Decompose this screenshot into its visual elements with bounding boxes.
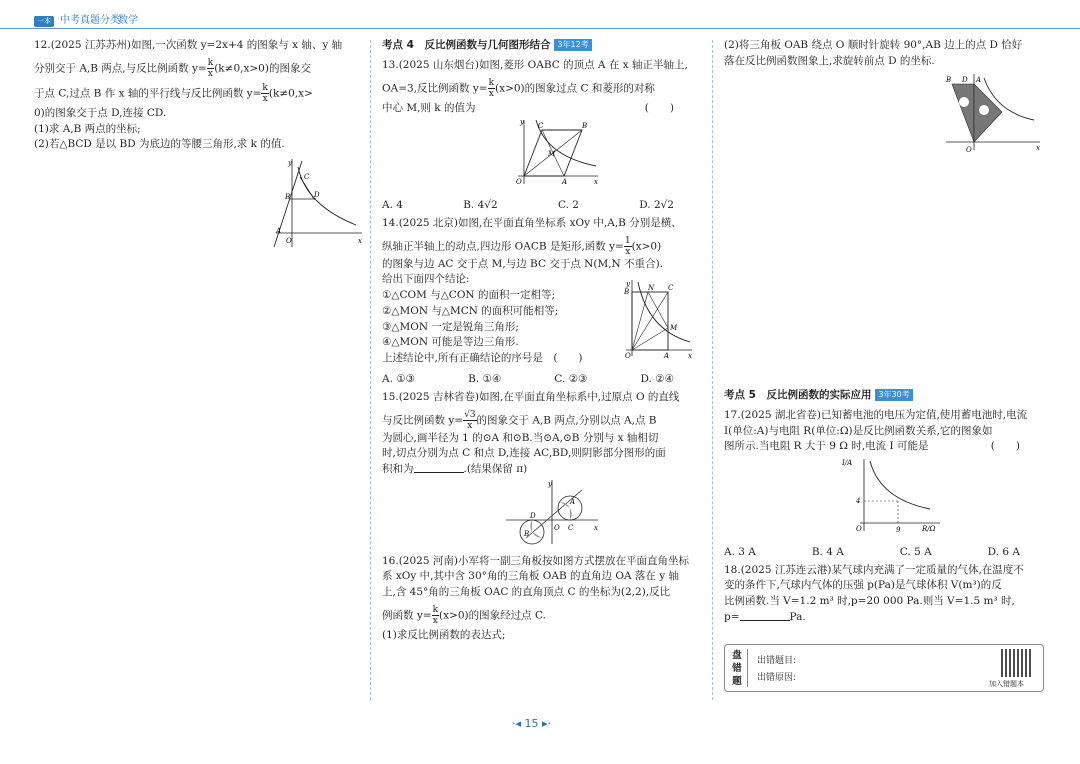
question-12 — [34, 38, 364, 256]
q13-figure — [512, 116, 602, 188]
page-header — [0, 0, 1080, 30]
q14-conclusion-2: ②△MON 与△MCN 的面积可能相等; — [382, 304, 559, 317]
error-review-box — [724, 644, 1044, 692]
q14-option-c[interactable]: C. ②③ — [554, 373, 588, 385]
question-16-continued — [724, 38, 1050, 157]
error-review-tag: 盘错题 — [732, 650, 742, 687]
svg-text:I/A: I/A — [842, 459, 853, 467]
q18-line: 变的条件下,气球内气体的压强 p(Pa)是气球体积 V(m³)的反 — [724, 579, 1002, 592]
svg-text:A: A — [562, 178, 568, 187]
svg-text:O: O — [856, 525, 862, 533]
logo: 一本 — [34, 16, 54, 27]
svg-text:O: O — [966, 145, 972, 152]
q15-answer-blank[interactable] — [414, 463, 464, 473]
q17-option-b[interactable]: B. 4 A — [811, 545, 844, 558]
svg-text:A: A — [664, 352, 670, 358]
error-review-divider — [747, 649, 748, 687]
q14-line: 14.(2025 北京)如图,在平面直角坐标系 xOy 中,A,B 分别是横、 — [382, 216, 682, 229]
q18-line: 18.(2025 江苏连云港)某气球内充满了一定质量的气体,在温度不 — [724, 563, 1024, 576]
q12-line: 于点 C,过点 B 作 x 轴的平行线与反比例函数 y= $\frac{k}{x}$ (k≠0,x> — [34, 82, 313, 104]
svg-text:y: y — [626, 280, 630, 288]
q12-line: 0)的图象交于点 D,连接 CD. — [34, 106, 167, 119]
q17-option-c[interactable]: C. 5 A — [899, 545, 932, 558]
section-5-badge: 3年30考 — [875, 389, 912, 401]
q15-line: 15.(2025 吉林省卷)如图,在平面直角坐标系中,过原点 O 的直线 — [382, 390, 680, 403]
column-left — [34, 38, 364, 256]
svg-text:D: D — [962, 75, 968, 84]
q14-figure — [622, 278, 694, 358]
svg-text:A: A — [276, 227, 282, 235]
question-16 — [382, 554, 704, 644]
q12-part-2: (2)若△BCD 是以 BD 为底边的等腰三角形,求 k 的值. — [34, 138, 285, 151]
column-divider — [370, 40, 371, 700]
q13-options — [382, 198, 704, 214]
error-reason-label: 出错原因: — [757, 673, 797, 683]
svg-text:y: y — [288, 159, 292, 167]
column-right — [724, 38, 1050, 623]
q18-answer-blank[interactable] — [740, 611, 790, 621]
svg-text:A: A — [976, 75, 982, 84]
q17-line: I(单位:A)与电阻 R(单位:Ω)是反比例函数关系,它的图象如 — [724, 424, 993, 437]
q14-line: 给出下面四个结论: — [382, 273, 470, 286]
q13-option-c[interactable]: C. 2 — [557, 199, 579, 211]
q14-option-a[interactable]: A. ①③ — [382, 373, 416, 385]
svg-text:y: y — [548, 479, 552, 488]
q13-line: 13.(2025 山东烟台)如图,菱形 OABC 的顶点 A 在 x 轴正半轴上, — [382, 58, 688, 71]
svg-text:x: x — [1036, 143, 1040, 152]
svg-text:C: C — [668, 284, 674, 292]
svg-text:A: A — [570, 497, 576, 506]
svg-text:B: B — [946, 75, 952, 84]
q14-option-b[interactable]: B. ①④ — [468, 373, 502, 385]
svg-text:C: C — [304, 173, 310, 181]
question-17 — [724, 408, 1050, 561]
q17-option-a[interactable]: A. 3 A — [724, 545, 756, 558]
section-4-title: 考点 4 反比例函数与几何图形结合 3年12考 — [382, 38, 704, 54]
q14-conclusion-4: ④△MON 可能是等边三角形. — [382, 336, 519, 349]
q15-line: 积和为 .(结果保留 π) — [382, 463, 528, 475]
q15-figure — [502, 478, 602, 546]
svg-text:x: x — [688, 352, 692, 358]
q13-option-b[interactable]: B. 4√2 — [463, 199, 498, 211]
q13-option-d[interactable]: D. 2√2 — [639, 199, 674, 211]
q18-line: p= Pa. — [724, 610, 806, 623]
q18-line: 比例函数.当 V=1.2 m³ 时,p=20 000 Pa.则当 V=1.5 m³ 时, — [724, 595, 1015, 607]
q14-line: 上述结论中,所有正确结论的序号是 ( ) — [382, 352, 583, 364]
svg-text:D: D — [314, 191, 320, 199]
q15-line: 时,切点分别为点 C 和点 D,连接 AC,BD,则阴影部分图形的面 — [382, 447, 666, 460]
question-13 — [382, 58, 704, 214]
question-18 — [724, 563, 1050, 626]
q17-line: 17.(2025 湖北省卷)已知蓄电池的电压为定值,使用蓄电池时,电流 — [724, 408, 1028, 421]
q14-options — [382, 372, 704, 388]
q14-conclusion-1: ①△COM 与△CON 的面积一定相等; — [382, 289, 555, 301]
svg-text:N: N — [648, 284, 655, 292]
q15-line: 为圆心,画半径为 1 的⊙A 和⊙B.当⊙A,⊙B 分别与 x 轴相切 — [382, 431, 659, 444]
q17-figure — [840, 455, 950, 535]
svg-text:B: B — [285, 193, 291, 201]
svg-text:9: 9 — [896, 526, 901, 534]
q12-line: 12.(2025 江苏苏州)如图,一次函数 y=2x+4 的图象与 x 轴、y 轴 — [34, 39, 343, 51]
section-5-title: 考点 5 反比例函数的实际应用 3年30考 — [724, 388, 1050, 404]
q14-conclusion-3: ③△MON 一定是锐角三角形; — [382, 320, 519, 333]
q17-line: 图所示.当电阻 R 大于 9 Ω 时,电流 I 可能是 ( ) — [724, 440, 1020, 453]
header-subject: 数学 — [118, 15, 138, 26]
svg-text:O: O — [554, 523, 560, 532]
q16-line: 例函数 y= $\frac{k}{x}$ (x>0)的图象经过点 C. — [382, 604, 546, 626]
svg-text:M: M — [548, 150, 556, 159]
q16-part-2: 落在反比例函数图象上,求旋转前点 D 的坐标. — [724, 54, 935, 67]
column-middle — [382, 38, 704, 644]
svg-text:B: B — [524, 529, 530, 538]
q15-line: 与反比例函数 y= $\frac{√3}{x}$ 的图象交于 A,B 两点,分别以点 A,点 B — [382, 409, 657, 431]
page-number: ·◂ 15 ▸· — [512, 717, 552, 730]
qr-label: 加入错题本 — [989, 680, 1024, 688]
svg-text:x: x — [594, 523, 598, 532]
q12-figure — [272, 155, 372, 250]
q14-line: 的图象与边 AC 交于点 M,与边 BC 交于点 N(M,N 不重合). — [382, 257, 664, 270]
svg-text:M: M — [670, 324, 678, 332]
section-5-block — [724, 388, 1050, 626]
svg-text:C: C — [568, 523, 574, 532]
q13-line: 中心 M,则 k 的值为 ( ) — [382, 101, 674, 114]
svg-text:O: O — [516, 178, 522, 187]
section-4-badge: 3年12考 — [554, 39, 591, 51]
q13-line: OA=3,反比例函数 y= $\frac{k}{x}$ (x>0)的图象过点 C 和菱形的对称 — [382, 77, 655, 99]
q16-line: 16.(2025 河南)小军将一副三角板按如图方式摆放在平面直角坐标 — [382, 554, 689, 567]
q12-line: 分别交于 A,B 两点,与反比例函数 y= $\frac{k}{x}$ (k≠0,x>0)的图象交 — [34, 57, 311, 79]
column-divider — [712, 40, 713, 700]
svg-text:R/Ω: R/Ω — [922, 525, 936, 533]
q12-part-1: (1)求 A,B 两点的坐标; — [34, 122, 141, 135]
error-item-label: 出错题目: — [757, 656, 797, 666]
q16-part-2: (2)将三角板 OAB 绕点 O 顺时针旋转 90°,AB 边上的点 D 恰好 — [724, 39, 1023, 51]
svg-text:B: B — [582, 122, 588, 131]
q17-option-d[interactable]: D. 6 A — [987, 545, 1020, 558]
q14-line: 纵轴正半轴上的动点,四边形 OACB 是矩形,函数 y= $\frac{1}{x}$ (x>0) — [382, 235, 662, 257]
q17-options — [724, 545, 1050, 561]
q14-option-d[interactable]: D. ②④ — [640, 373, 674, 385]
question-15 — [382, 390, 704, 552]
qr-code-icon[interactable] — [1001, 649, 1031, 677]
svg-text:4: 4 — [856, 497, 861, 505]
svg-text:y: y — [520, 118, 524, 127]
svg-text:x: x — [358, 237, 362, 245]
svg-text:x: x — [594, 178, 598, 187]
q16-line: 系 xOy 中,其中含 30°角的三角板 OAB 的直角边 OA 落在 y 轴 — [382, 570, 679, 583]
q13-option-a[interactable]: A. 4 — [382, 199, 403, 211]
q16-part-1: (1)求反比例函数的表达式; — [382, 628, 506, 641]
svg-text:D: D — [530, 511, 536, 520]
question-14 — [382, 216, 704, 388]
svg-text:O: O — [625, 352, 631, 358]
header-rule — [0, 28, 1080, 29]
svg-text:C: C — [538, 122, 544, 131]
svg-text:O: O — [286, 237, 292, 245]
header-title: 中考真题分类 — [60, 15, 120, 26]
q16-figure — [942, 72, 1042, 152]
svg-text:B: B — [624, 288, 630, 296]
q16-line: 上,含 45°角的三角板 OAC 的直角顶点 C 的坐标为(2,2),反比 — [382, 586, 671, 598]
